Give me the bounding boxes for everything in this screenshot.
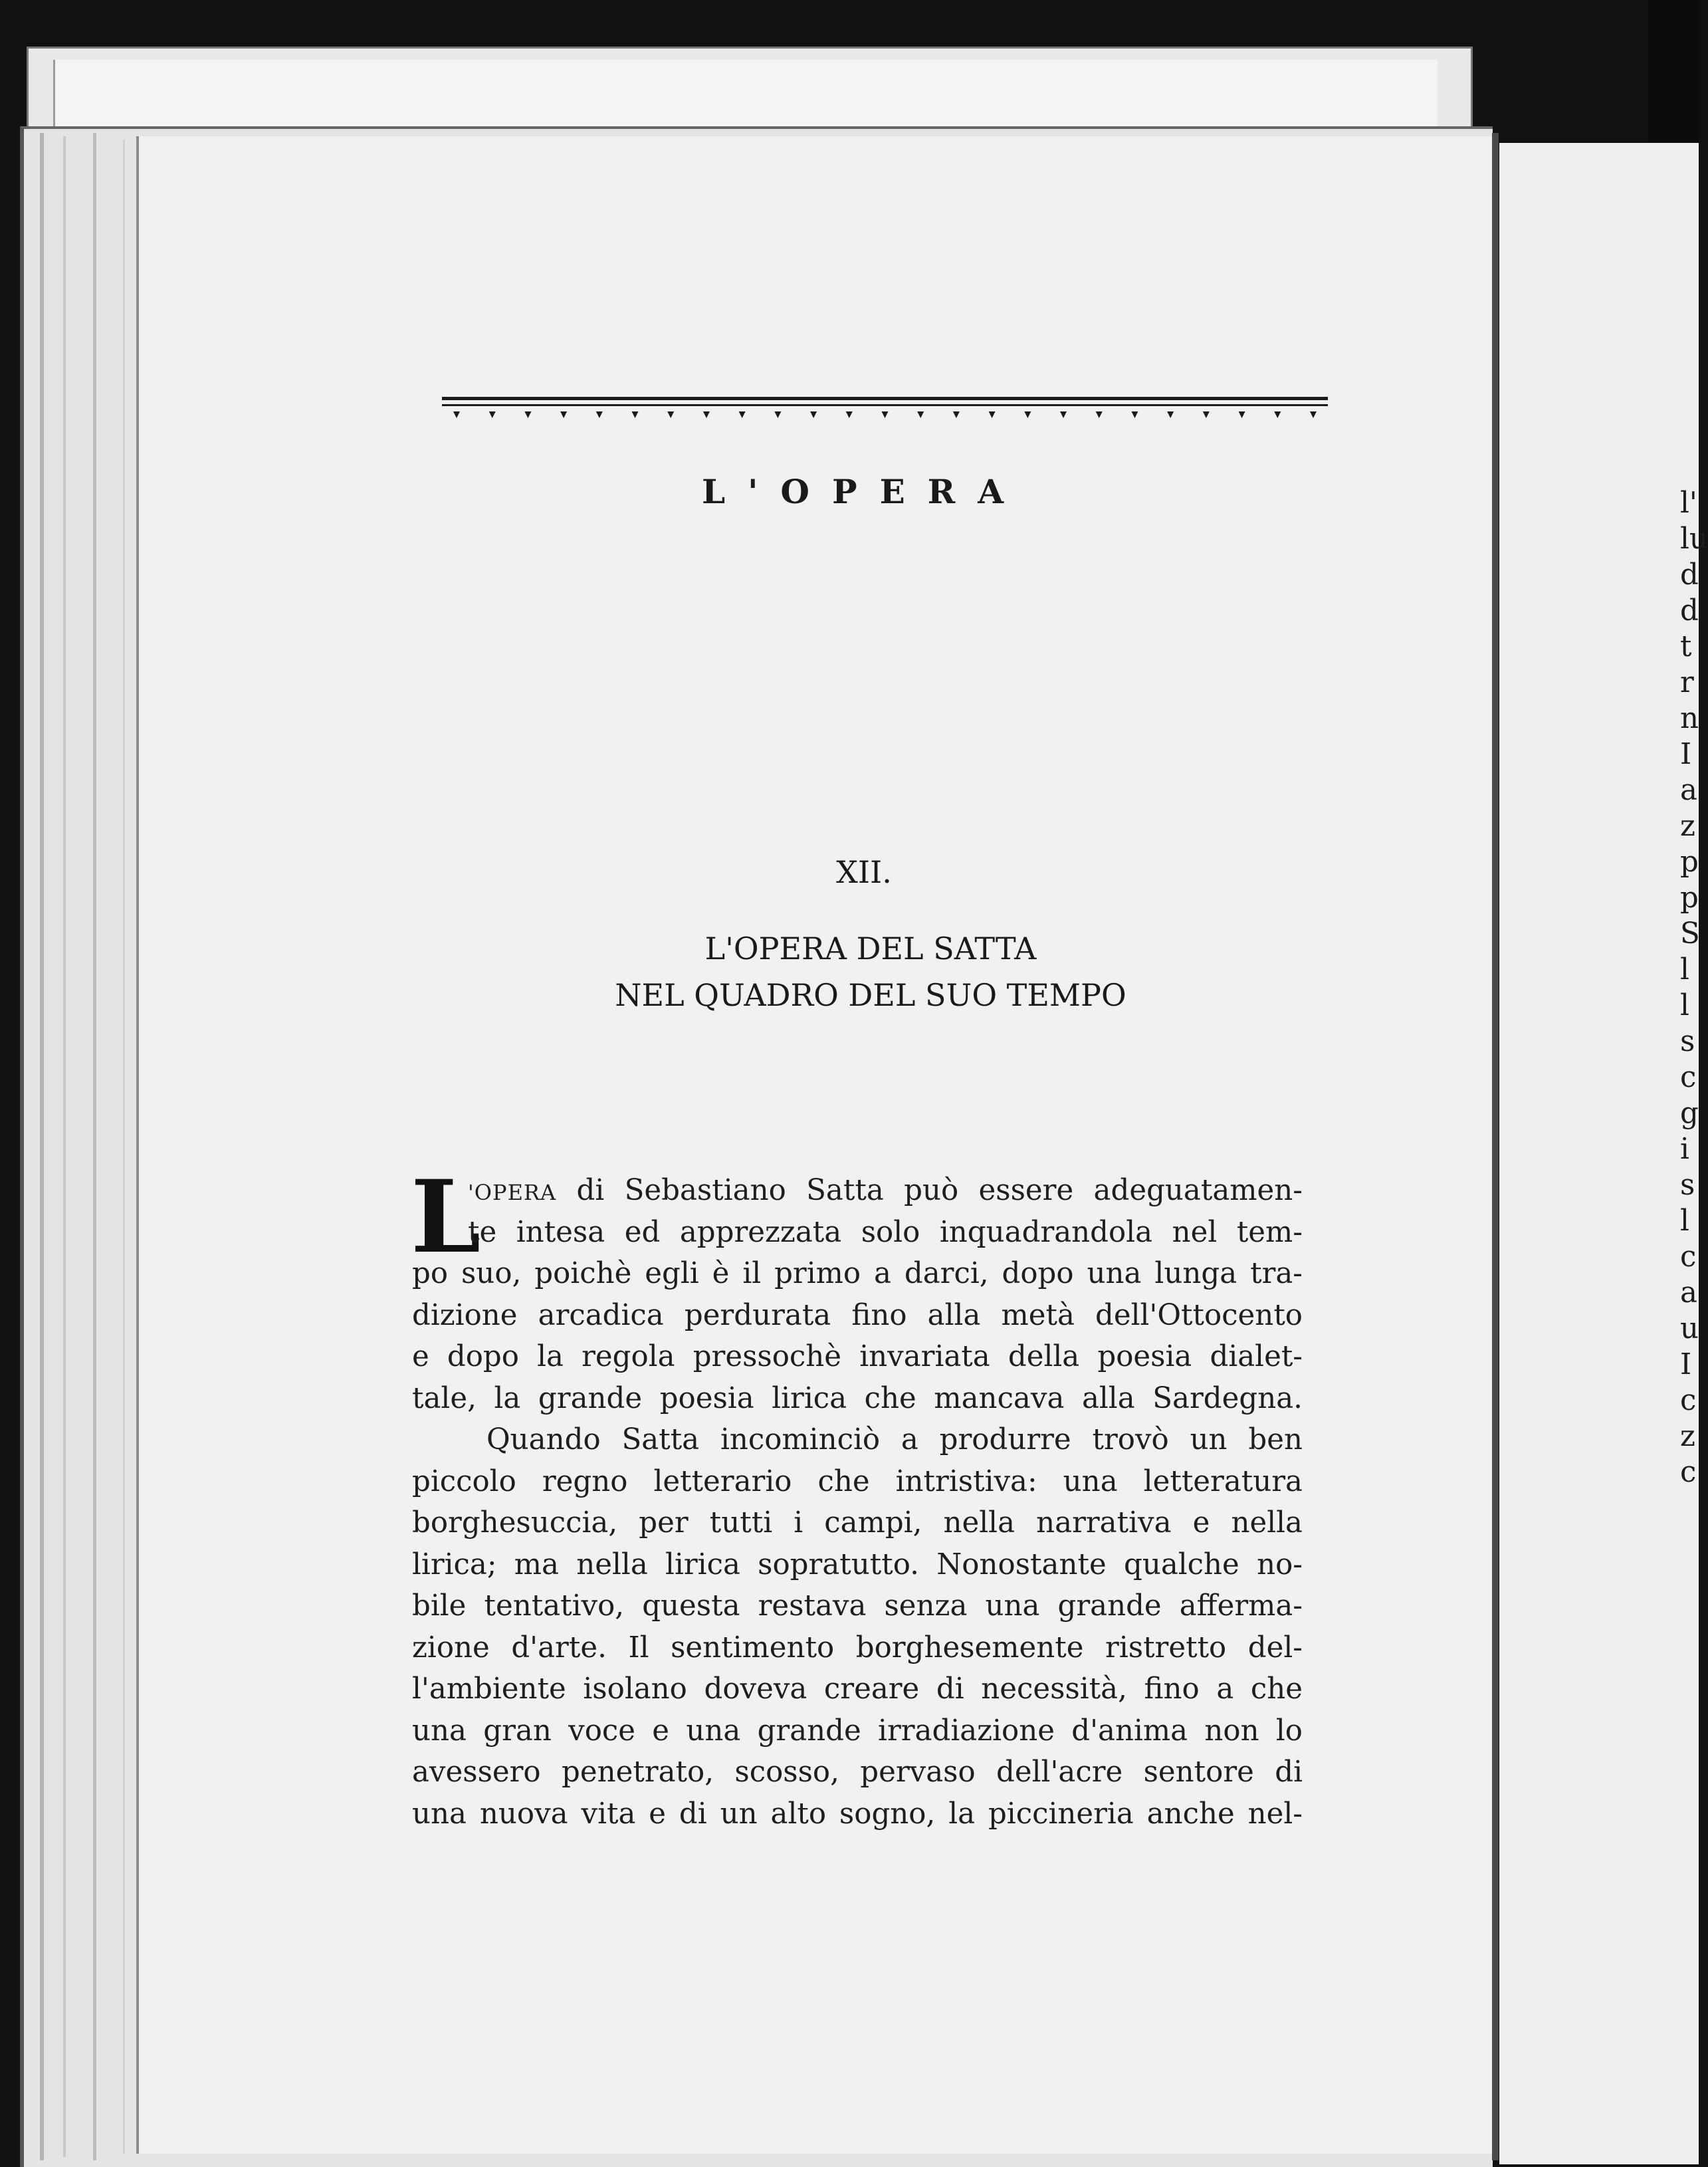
facing-page-fragment: a	[1680, 1276, 1697, 1310]
page-edge	[93, 133, 96, 2160]
ornament-tick	[1239, 411, 1245, 418]
text-line: tale, la grande poesia lirica che mancava alla Sardegna.	[412, 1381, 1303, 1415]
ornament-tick	[1274, 411, 1281, 418]
book-gutter	[1492, 133, 1499, 2160]
facing-page-text-fragments	[1680, 485, 1708, 1490]
facing-page-fragment: z	[1680, 810, 1695, 843]
chapter-number: XII.	[836, 854, 892, 890]
ornament-tick	[774, 411, 781, 418]
ornament-tick	[489, 411, 496, 418]
facing-page-fragment: i	[1680, 1133, 1689, 1166]
page-edge	[123, 140, 125, 2154]
book-page	[136, 136, 1498, 2154]
facing-page-fragment: I	[1680, 738, 1692, 771]
first-word-smallcaps: 'OPERA	[468, 1180, 557, 1205]
text-line: piccolo regno letterario che intristiva: una letteratura	[412, 1464, 1303, 1498]
text-line: po suo, poichè egli è il primo a darci, dopo una lunga tra-	[412, 1257, 1303, 1290]
facing-page-fragment: c	[1680, 1456, 1697, 1489]
text-line: te intesa ed apprezzata solo inquadrandola nel tem-	[468, 1215, 1303, 1249]
scan-background	[1648, 0, 1699, 143]
text-line: una nuova vita e di un alto sogno, la piccineria anche nel-	[412, 1797, 1303, 1831]
text-line: l'ambiente isolano doveva creare di necessità, fino a che	[412, 1672, 1303, 1706]
ornament-tick	[810, 411, 817, 418]
ornament-tick	[1167, 411, 1174, 418]
facing-page-fragment: r	[1680, 666, 1694, 699]
chapter-title-line-1: L'OPERA DEL SATTA	[704, 931, 1037, 967]
facing-page-fragment: d	[1680, 558, 1699, 592]
facing-page-fragment: l'	[1680, 487, 1697, 520]
facing-page-fragment: s	[1680, 1025, 1695, 1058]
ornament-tick	[1131, 411, 1138, 418]
ornament-tick	[882, 411, 889, 418]
ornament-tick	[703, 411, 710, 418]
body-text	[411, 1159, 1303, 1835]
ornament-tick	[1310, 411, 1317, 418]
ornament-tick	[917, 411, 924, 418]
ornament-tick	[560, 411, 567, 418]
ornament-tick	[524, 411, 531, 418]
text-line: una gran voce e una grande irradiazione d'anima non lo	[412, 1714, 1303, 1748]
text-line: lirica; ma nella lirica sopratutto. Nonostante qualche no-	[412, 1547, 1303, 1581]
facing-page-fragment: l	[1680, 953, 1689, 986]
ornament-tick	[846, 411, 853, 418]
ornament-tick	[632, 411, 639, 418]
facing-page-fragment: s	[1680, 1169, 1695, 1202]
text-line: avessero penetrato, scosso, pervaso dell'acre sentore di	[412, 1756, 1303, 1789]
ornament-tick	[989, 411, 996, 418]
facing-page-fragment: u	[1680, 1312, 1699, 1345]
facing-page	[1499, 143, 1708, 2164]
facing-page-fragment: I	[1680, 1348, 1692, 1381]
ornament-tick	[453, 411, 460, 418]
facing-page-fragment: t	[1680, 630, 1692, 663]
facing-page-fragment: c	[1680, 1240, 1697, 1274]
facing-page-fragment: lu	[1680, 522, 1708, 556]
facing-page-fragment: l	[1680, 989, 1689, 1022]
ornament-tick	[667, 411, 674, 418]
facing-page-fragment: p	[1680, 846, 1699, 879]
text-line: e dopo la regola pressochè invariata della poesia dialet-	[412, 1340, 1303, 1373]
page-edge	[63, 136, 66, 2157]
text-line: zione d'arte. Il sentimento borghesemente ristretto del-	[412, 1631, 1303, 1664]
text-line: 'OPERA di Sebastiano Satta può essere adeguatamen-	[468, 1174, 1303, 1207]
ornament-tick	[1060, 411, 1067, 418]
ornament-tick	[953, 411, 960, 418]
section-title: L'OPERA	[701, 472, 1027, 511]
chapter-title-line-2: NEL QUADRO DEL SUO TEMPO	[615, 977, 1126, 1013]
text-line: Quando Satta incominciò a produrre trovò un ben	[486, 1423, 1303, 1456]
ornament-tick	[1203, 411, 1210, 418]
text-line: dizione arcadica perdurata fino alla metà dell'Ottocento	[412, 1298, 1303, 1332]
text-line: bile tentativo, questa restava senza una grande afferma-	[412, 1589, 1303, 1623]
facing-page-fragment: n	[1680, 702, 1699, 735]
facing-page-fragment: c	[1680, 1061, 1697, 1094]
facing-page-fragment: l	[1680, 1204, 1689, 1238]
ornament-tick	[739, 411, 746, 418]
ornament-tick	[596, 411, 603, 418]
ornament-tick	[1024, 411, 1031, 418]
header-ornament	[442, 397, 1328, 426]
text-line: borghesuccia, per tutti i campi, nella narrativa e nella	[412, 1506, 1303, 1540]
facing-page-fragment: d	[1680, 594, 1699, 627]
facing-page-fragment: a	[1680, 774, 1697, 807]
facing-page-fragment: z	[1680, 1420, 1695, 1453]
page-edge	[40, 133, 44, 2160]
facing-page-fragment: c	[1680, 1384, 1697, 1417]
facing-page-fragment: g	[1680, 1097, 1699, 1130]
facing-page-fragment: p	[1680, 881, 1699, 915]
drop-cap: L	[411, 1159, 481, 1276]
ornament-tick	[1096, 411, 1103, 418]
facing-page-fragment: S	[1680, 917, 1700, 951]
